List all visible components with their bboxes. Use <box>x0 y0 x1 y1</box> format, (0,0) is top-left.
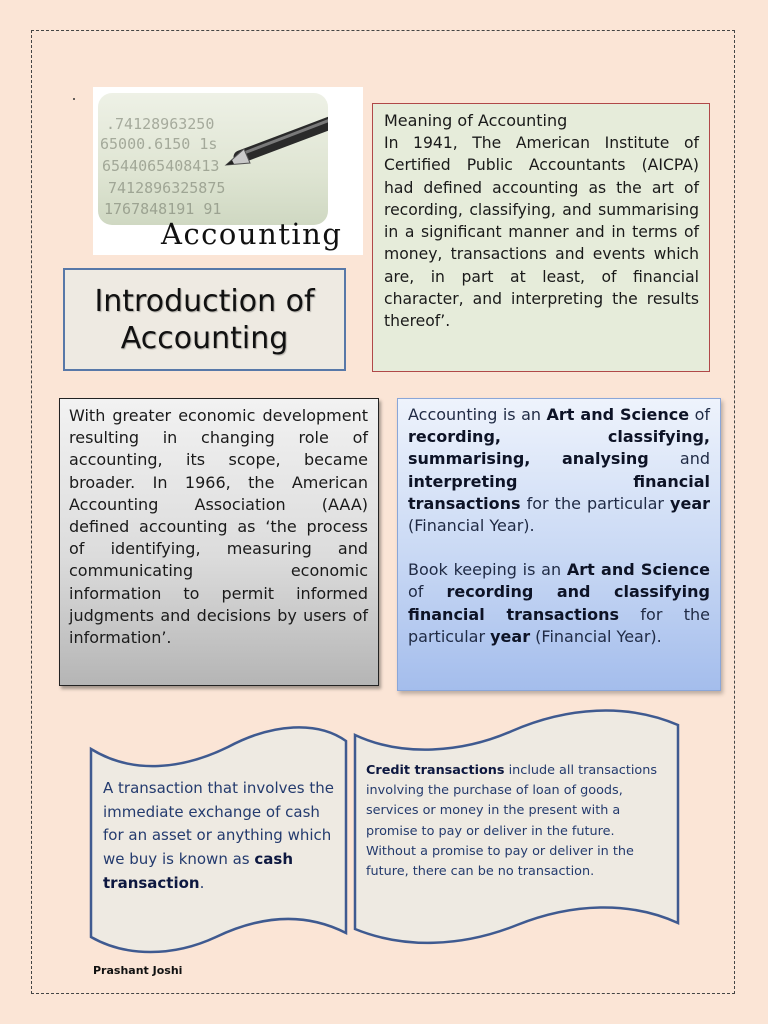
def-text: for the particular <box>520 493 671 513</box>
def-text: (Financial Year). <box>408 516 535 536</box>
svg-text:.74128963250: .74128963250 <box>106 115 215 133</box>
svg-text:1767848191 91: 1767848191 91 <box>104 200 222 218</box>
meaning-body: In 1941, The American Institute of Certified Public Accountants (AICPA) had defined accounting as the art of recording, classifying, and summarising in a significant manner and in terms of money, transactions and events which are, in part at least, of financial character, and interpreting the results thereof’. <box>384 134 699 331</box>
author-name: Prashant Joshi <box>93 964 183 977</box>
def-text: and <box>648 449 710 469</box>
def-bold: interpreting financial transactions <box>408 471 710 513</box>
svg-text:6544065408413: 6544065408413 <box>102 157 220 175</box>
def-bold: Art and Science <box>566 560 710 580</box>
credit-transaction-text <box>366 761 666 882</box>
development-box <box>59 398 379 686</box>
credit-transaction-scroll <box>352 705 682 947</box>
cash-transaction-term: cash transaction <box>103 850 294 892</box>
def-bold: recording, classifying, summarising, analysing <box>408 427 710 469</box>
def-bold: Art and Science <box>546 405 690 424</box>
header-image <box>93 87 363 255</box>
dot-mark <box>73 98 75 100</box>
def-text: of <box>689 405 710 424</box>
calculator-pen-photo <box>98 93 328 225</box>
scroll-text: include all transactions involving the purchase of loan of goods, services or money in the present with a promise to pay or deliver in the future. Without a promise to pay or deliver in the future, there can be no transaction. <box>366 763 658 880</box>
svg-text:65000.6150 1s: 65000.6150 1s <box>100 135 218 153</box>
title-line-2: Accounting <box>120 320 289 356</box>
meaning-heading: Meaning of Accounting <box>384 111 568 130</box>
development-body: With greater economic development resulting in changing role of accounting, its scope, became broader. In 1966, the American Accounting Association (AAA) defined accounting as ‘the process of identifying, measuring and communicating economic information to permit informed judgments and decisions by users of information’. <box>69 406 368 648</box>
def-text: (Financial Year). <box>530 626 662 646</box>
def-text: Accounting is an <box>408 405 547 424</box>
page-title <box>94 283 314 357</box>
meaning-box <box>372 103 710 372</box>
title-box <box>63 268 346 371</box>
header-caption: Accounting <box>161 217 343 251</box>
cash-transaction-text <box>103 777 335 896</box>
def-bold: recording and classifying financial transactions <box>408 582 711 624</box>
scroll-text: A transaction that involves the immediate exchange of cash for an asset or anything which we buy is known as <box>103 779 334 869</box>
def-text: of <box>408 582 447 602</box>
bookkeeping-definition <box>408 559 710 648</box>
def-bold: year <box>670 493 710 513</box>
cash-transaction-scroll <box>88 725 350 958</box>
def-bold: year <box>490 626 531 646</box>
credit-transaction-term: Credit transactions <box>366 763 505 778</box>
svg-text:7412896325875: 7412896325875 <box>108 179 226 197</box>
accounting-definition <box>408 404 710 537</box>
def-text: Book keeping is an <box>408 560 567 580</box>
definitions-box <box>397 398 721 691</box>
def-text: for the particular <box>408 604 710 646</box>
scroll-text: . <box>199 873 205 892</box>
title-line-1: Introduction of <box>94 283 315 319</box>
